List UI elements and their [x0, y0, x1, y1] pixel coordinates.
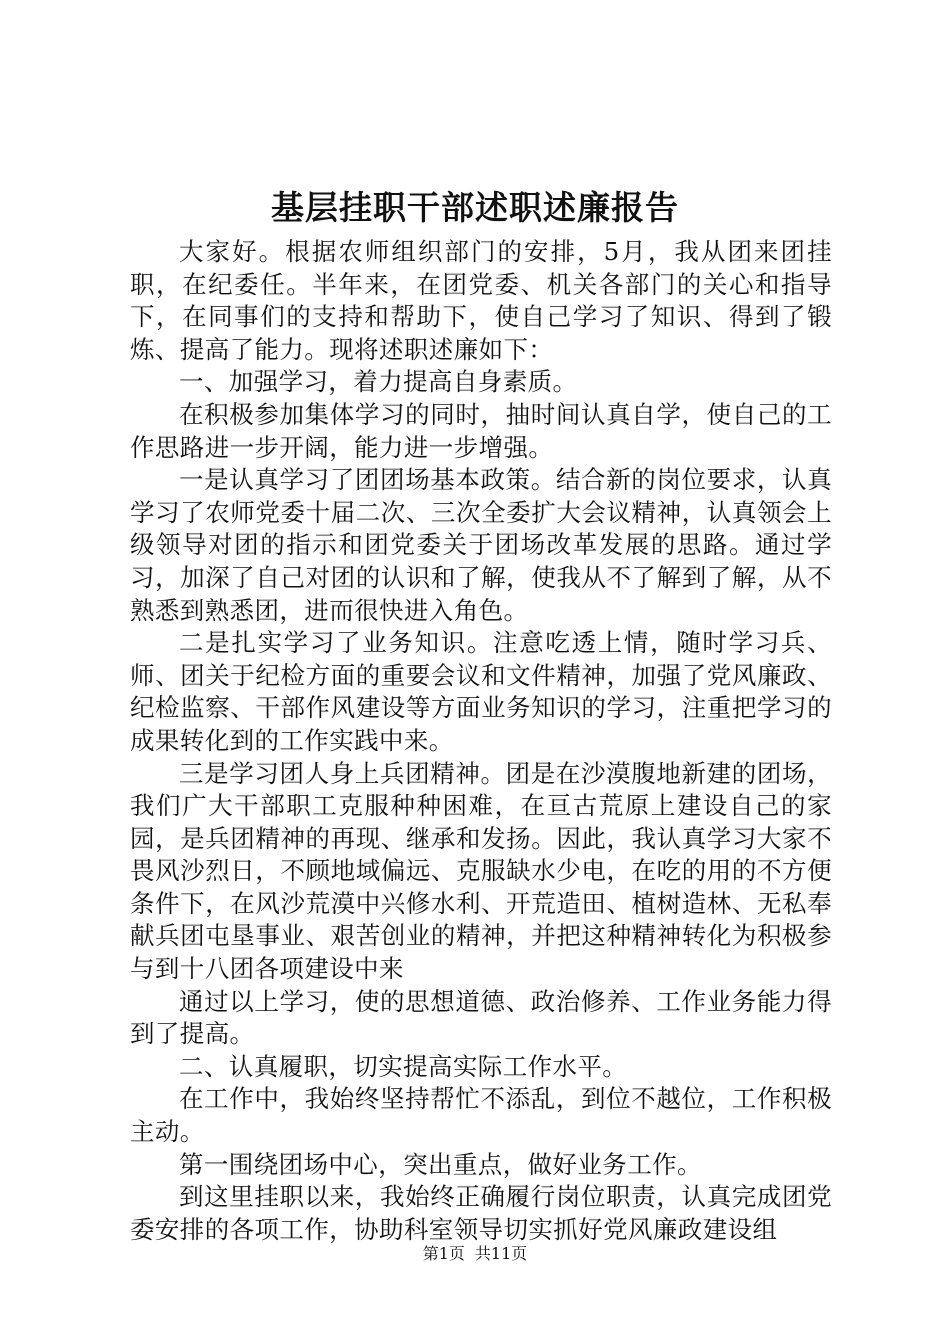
document-body: [130, 236, 832, 1246]
paragraph: 在工作中，我始终坚持帮忙不添乱，到位不越位，工作积极主动。: [130, 1084, 832, 1147]
paragraph: 大家好。根据农师组织部门的安排，5月，我从团来团挂职，在纪委任。半年来，在团党委、机关各部门的关心和指导下，在同事们的支持和帮助下，使自己学习了知识、得到了锻炼、提高了能力。现将述职述廉如下：: [130, 237, 832, 364]
section-heading: 二、认真履职，切实提高实际工作水平。: [179, 1051, 628, 1081]
page-footer: [0, 1243, 950, 1265]
section-heading: 一、加强学习，着力提高自身素质。: [179, 367, 578, 397]
paragraph: 在积极参加集体学习的同时，抽时间认真自学，使自己的工作思路进一步开阔，能力进一步增强。: [130, 399, 832, 462]
page-total: 共11页: [474, 1244, 528, 1263]
paragraph: 通过以上学习，使的思想道德、政治修养、工作业务能力得到了提高。: [130, 986, 832, 1049]
page-number: 第1页: [422, 1244, 465, 1263]
paragraph: 二是扎实学习了业务知识。注意吃透上情，随时学习兵、师、团关于纪检方面的重要会议和文件精神，加强了党风廉政、纪检监察、干部作风建设等方面业务知识的学习，注重把学习的成果转化到的工作实践中来。: [130, 628, 832, 755]
document-title: 基层挂职干部述职述廉报告: [271, 188, 679, 227]
paragraph: 一是认真学习了团团场基本政策。结合新的岗位要求，认真学习了农师党委十届二次、三次全委扩大会议精神，认真领会上级领导对团的指示和团党委关于团场改革发展的思路。通过学习，加深了自己对团的认识和了解，使我从不了解到了解，从不熟悉到熟悉团，进而很快进入角色。: [130, 465, 832, 625]
paragraph: 到这里挂职以来，我始终正确履行岗位职责，认真完成团党委安排的各项工作，协助科室领导切实抓好党风廉政建设组: [130, 1182, 832, 1244]
paragraph: 三是学习团人身上兵团精神。团是在沙漠腹地新建的团场，我们广大干部职工克服种种困难，在亘古荒原上建设自己的家园，是兵团精神的再现、继承和发扬。因此，我认真学习大家不畏风沙烈日，不顾地域偏远、克服缺水少电，在吃的用的不方便条件下，在风沙荒漠中兴修水利、开荒造田、植树造林、无私奉献兵团屯垦事业、艰苦创业的精神，并把这种精神转化为积极参与到十八团各项建设中来: [130, 758, 832, 984]
paragraph: 第一围绕团场中心，突出重点，做好业务工作。: [179, 1149, 702, 1179]
